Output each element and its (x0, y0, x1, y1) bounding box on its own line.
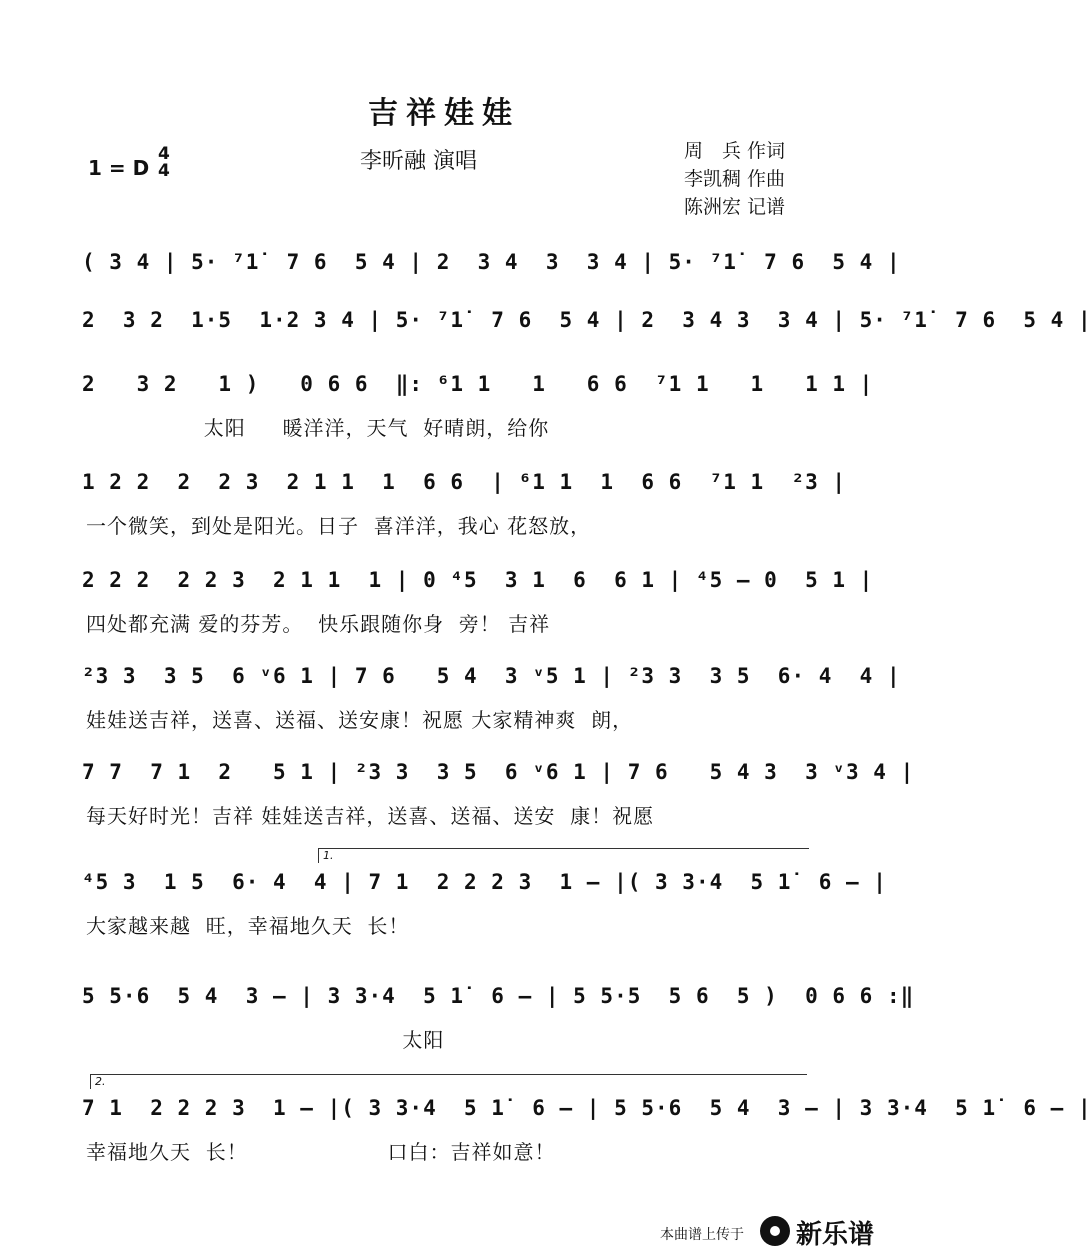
transcriber-credit: 陈洲宏 记谱 (684, 196, 786, 218)
site-logo[interactable] (760, 1214, 880, 1248)
notes-line: 1 2 2 2 2 3 2 1 1 1 6 6 | ⁶1 1 1 6 6 ⁷1 1 ²3 | (82, 470, 847, 494)
notes-line: 5 5·6 5 4 3 – | 3 3·4 5 1̇ 6 – | 5 5·5 5 6 5 ) 0 6 6 :‖ (82, 984, 915, 1008)
lyrics-line: 娃娃送吉祥，送喜、送福、送安康！祝愿 大家精神爽 朗， (86, 708, 634, 732)
upload-note: 本曲谱上传于 (660, 1227, 744, 1243)
notes-line: 2 3 2 1 ) 0 6 6 ‖: ⁶1 1 1 6 6 ⁷1 1 1 1 1 | (82, 372, 874, 396)
lyricist-credit: 周 兵 作词 (684, 140, 786, 162)
meter-bottom: 4 (158, 161, 170, 181)
meter-top: 4 (158, 144, 170, 164)
page-title: 吉祥娃娃 (368, 96, 520, 131)
singer-credit: 李昕融 演唱 (360, 149, 477, 174)
key-signature: 1 = D (88, 156, 150, 180)
vinyl-record-icon (760, 1216, 790, 1246)
lyrics-line: 一个微笑，到处是阳光。日子 喜洋洋，我心 花怒放， (86, 514, 592, 538)
notes-line: 2 2 2 2 2 3 2 1 1 1 | 0 ⁴5 3 1 6 6 1 | ⁴5 – 0 5 1 | (82, 568, 874, 592)
lyrics-line: 幸福地久天 长！ 口白：吉祥如意！ (86, 1140, 556, 1164)
notes-line: ( 3 4 | 5· ⁷1̇ 7 6 5 4 | 2 3 4 3 3 4 | 5· ⁷1̇ 7 6 5 4 | (82, 250, 901, 274)
lyrics-line: 每天好时光！吉祥 娃娃送吉祥，送喜、送福、送安 康！祝愿 (86, 804, 655, 828)
lyrics-line: 大家越来越 旺，幸福地久天 长！ (86, 914, 410, 938)
lyrics-line: 太阳 (86, 1028, 445, 1052)
logo-text: 新乐谱 (796, 1220, 875, 1250)
first-ending-bracket: 1. (318, 848, 809, 863)
lyrics-line: 太阳 暖洋洋，天气 好晴朗，给你 (86, 416, 550, 440)
notes-line: 7 7 7 1 2 5 1 | ²3 3 3 5 6 ᵛ6 1 | 7 6 5 4 3 3 ᵛ3 4 | (82, 760, 915, 784)
notes-line: ²3 3 3 5 6 ᵛ6 1 | 7 6 5 4 3 ᵛ5 1 | ²3 3 3 5 6· 4 4 | (82, 664, 901, 688)
notes-line: 2 3 2 1·5 1·2 3 4 | 5· ⁷1̇ 7 6 5 4 | 2 3 4 3 3 4 | 5· ⁷1̇ 7 6 5 4 | (82, 308, 1092, 332)
time-signature (158, 146, 170, 180)
notes-line: 7 1 2 2 2 3 1 – |( 3 3·4 5 1̇ 6 – | 5 5·6 5 4 3 – | 3 3·4 5 1̇ 6 – | (82, 1096, 1092, 1120)
composer-credit: 李凯稠 作曲 (684, 168, 786, 190)
second-ending-bracket: 2. (90, 1074, 807, 1089)
lyrics-line: 四处都充满 爱的芬芳。 快乐跟随你身 旁！ 吉祥 (86, 612, 551, 636)
notes-line: ⁴5 3 1 5 6· 4 4 | 7 1 2 2 2 3 1 – |( 3 3·4 5 1̇ 6 – | (82, 870, 887, 894)
